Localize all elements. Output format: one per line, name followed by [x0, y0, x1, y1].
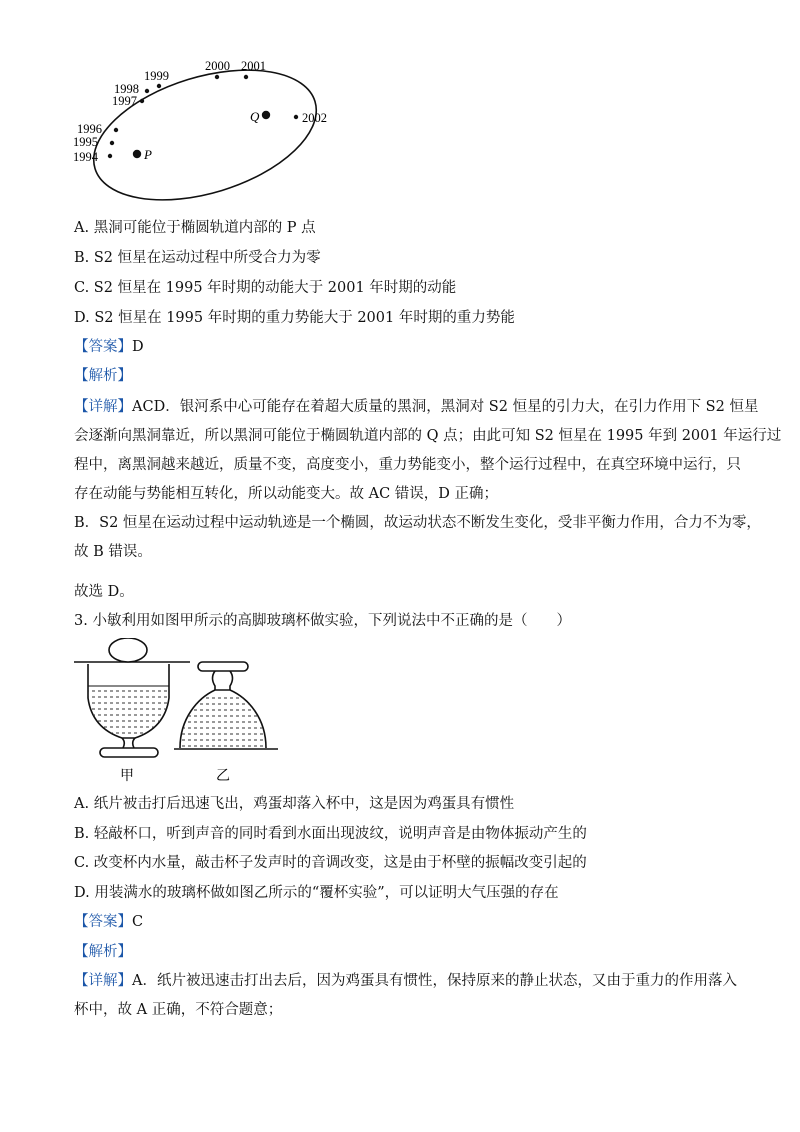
year-label: 1995 — [73, 135, 98, 149]
year-label: 1996 — [77, 122, 102, 136]
glass-yi — [170, 662, 280, 749]
year-label: 1999 — [144, 69, 169, 83]
detail-line: 存在动能与势能相互转化，所以动能变大。故 AC 错误，D 正确； — [74, 486, 499, 502]
figure-label-jia: 甲 — [120, 769, 134, 784]
analysis-tag: 【解析】 — [74, 368, 132, 384]
figure-label-yi: 乙 — [216, 769, 230, 784]
point-q — [262, 111, 270, 119]
q2-analysis — [74, 366, 132, 386]
q3-option-a: A. 纸片被击打后迅速飞出，鸡蛋却落入杯中，这是因为鸡蛋具有惯性 — [74, 796, 515, 812]
answer-tag: 【答案】 — [74, 339, 132, 355]
analysis-tag: 【解析】 — [74, 944, 132, 960]
detail-tag: 【详解】 — [74, 399, 132, 415]
point-p-label: P — [144, 147, 152, 162]
orbit-point — [215, 75, 219, 79]
q2-option-d: D. S2 恒星在 1995 年时期的重力势能大于 2001 年时期的重力势能 — [74, 310, 515, 326]
q2-conclusion: 故选 D。 — [74, 584, 134, 600]
q2-answer — [74, 337, 144, 357]
orbit-point — [110, 141, 114, 145]
q3-detail — [74, 967, 737, 1025]
year-label: 2000 — [205, 59, 230, 73]
detail-line: 程中，离黑洞越来越近，质量不变，高度变小，重力势能变小，整个运行过程中，在真空环境中运行，只 — [74, 457, 741, 473]
orbit-point — [140, 99, 144, 103]
detail-line: B．S2 恒星在运动过程中运动轨迹是一个椭圆，故运动状态不断发生变化，受非平衡力作用，合力不为零， — [74, 515, 761, 531]
q2-option-c: C. S2 恒星在 1995 年时期的动能大于 2001 年时期的动能 — [74, 280, 457, 296]
answer-value: C — [132, 914, 144, 930]
egg — [109, 638, 147, 662]
point-q-label: Q — [250, 109, 260, 124]
orbit-point — [114, 128, 118, 132]
q3-stem: 3. 小敏利用如图甲所示的高脚玻璃杯做实验，下列说法中不正确的是（ ） — [74, 613, 571, 629]
detail-tag: 【详解】 — [74, 973, 132, 989]
q2-option-b: B. S2 恒星在运动过程中所受合力为零 — [74, 250, 321, 266]
answer-value: D — [132, 339, 144, 355]
detail-line: 杯中，故 A 正确，不符合题意； — [74, 1002, 283, 1018]
glass-jia — [74, 638, 190, 757]
detail-line: ACD．银河系中心可能存在着超大质量的黑洞，黑洞对 S2 恒星的引力大，在引力作用下 S2 恒星 — [132, 399, 759, 415]
q3-answer — [74, 912, 143, 932]
q2-detail — [74, 393, 782, 567]
q2-option-a: A. 黑洞可能位于椭圆轨道内部的 P 点 — [74, 220, 316, 236]
q3-option-b: B. 轻敲杯口，听到声音的同时看到水面出现波纹，说明声音是由物体振动产生的 — [74, 826, 587, 842]
year-label: 1998 — [114, 82, 139, 96]
q3-option-d: D. 用装满水的玻璃杯做如图乙所示的“覆杯实验”，可以证明大气压强的存在 — [74, 885, 559, 901]
year-label: 1994 — [73, 150, 98, 164]
year-label: 2001 — [241, 59, 266, 73]
orbit-point — [108, 154, 112, 158]
year-label: 2002 — [302, 111, 327, 125]
orbit-point — [294, 115, 298, 119]
orbit-point — [145, 89, 149, 93]
orbit-ellipse — [78, 55, 332, 215]
q3-analysis — [74, 942, 132, 962]
orbit-point — [244, 75, 248, 79]
glass-figure — [70, 638, 290, 788]
orbit-figure — [60, 55, 350, 215]
orbit-point — [157, 84, 161, 88]
point-p — [133, 150, 141, 158]
detail-line: A．纸片被迅速击打出去后，因为鸡蛋具有惯性，保持原来的静止状态，又由于重力的作用落入 — [132, 973, 737, 989]
year-label: 1997 — [112, 94, 137, 108]
detail-line: 故 B 错误。 — [74, 544, 152, 560]
answer-tag: 【答案】 — [74, 914, 132, 930]
q3-option-c: C. 改变杯内水量，敲击杯子发声时的音调改变，这是由于杯壁的振幅改变引起的 — [74, 855, 587, 871]
detail-line: 会逐渐向黑洞靠近，所以黑洞可能位于椭圆轨道内部的 Q 点；由此可知 S2 恒星在 1995 年到 2001 年运行过 — [74, 428, 782, 444]
